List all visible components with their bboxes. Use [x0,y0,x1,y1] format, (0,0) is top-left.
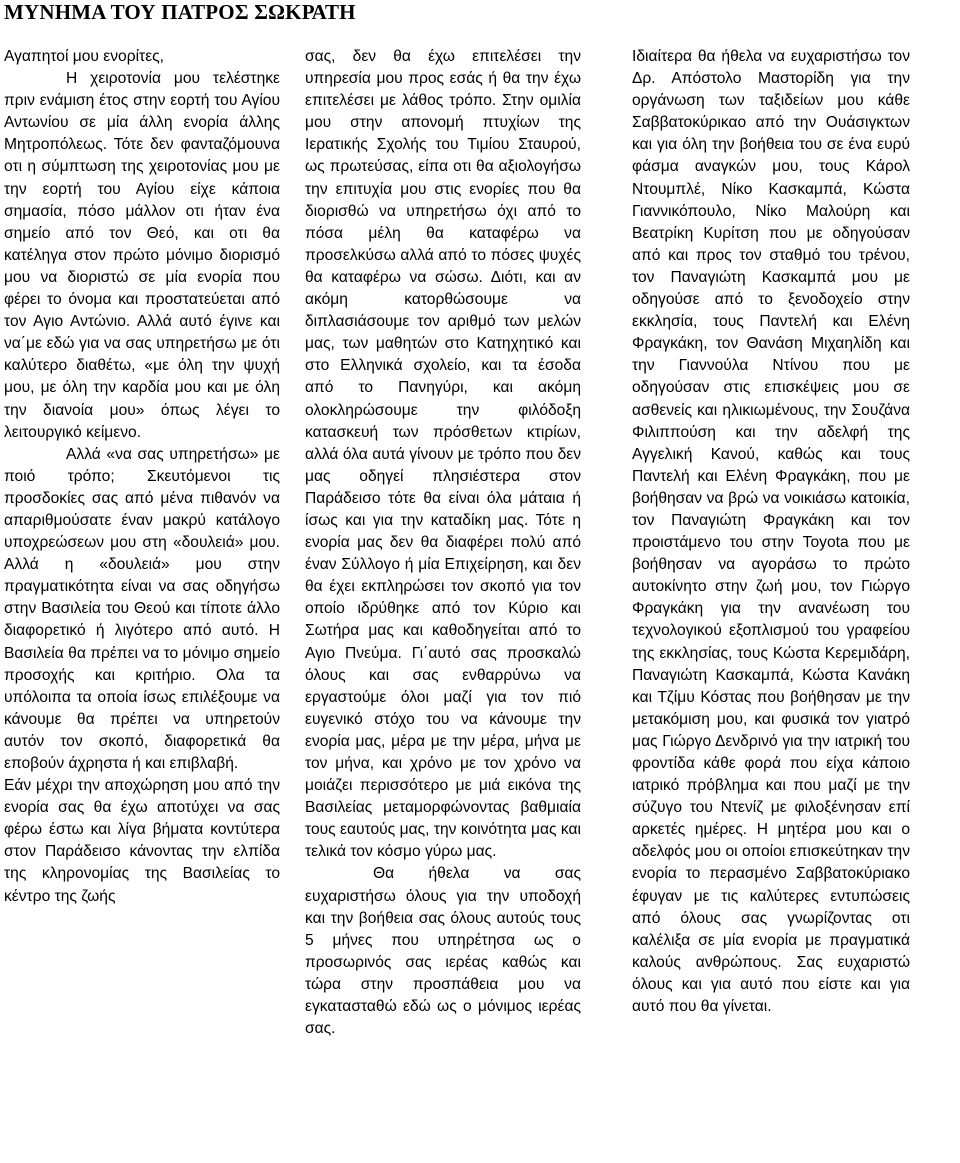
page-title: ΜΥΝΗΜΑ ΤΟΥ ΠΑΤΡΟΣ ΣΩΚΡΑΤΗ [4,0,356,24]
text-column-3 [632,46,910,1018]
paragraph-departure: Εάν μέχρι την αποχώρηση μου από την ενορία σας θα έχω αποτύχει να σας φέρω έστω και λίγα βήματα κοντύτερα στον Παράδεισο κάνοντας την ελπίδα της κληρονομίας της Βασιλείας το κέντρο της ζωής [4,777,280,905]
paragraph-acknowledgements: Ιδιαίτερα θα ήθελα να ευχαριστήσω τον Δρ. Απόστολο Μαστορίδη για την οργάνωση των ταξιδείων μου κάθε Σαββατοκύρικαο από την Ουάσιγκτων και για όλη την βοήθεια του σε ένα ευρύ φάσμα αναγκών μου, τους Κάρολ Ντουμπλέ, Νίκο Κασκαμπά, Κώστα Γιαννικόπουλο, Νίκο Μαλούρη και Βεατρίκη Κυρίτση που με οδηγούσαν από και προς τον σταθμό του τρένου, τον Παναγιώτη Κασκαμπά μου με οδηγούσε από το ξενοδοχείο στην εκκλησία, τους Παντελή και Ελένη Φραγκάκη, τον Θανάση Μιχαηλίδη και την Γιαννούλα Ντίνου που με οδηγούσαν στις επισκέψεις μου σε ασθενείς και ηλικιωμένους, την Σουζάνα Φιλιππούση και την αδελφή της Αγγελική Κανού, καθώς και τους Παντελή και Ελένη Φραγκάκη, που με βοήθησαν να βρώ να νοικιάσω κατοικία, τον Παναγιώτη Φραγκάκη και τον προιστάμενο του στην Toyota που με βοήθησαν να αγοράσω το πρώτο αυτοκίνητο στην ζωή μου, τον Γιώργο Φραγκάκη για την ανανέωση του τεχνολογικού εξοπλισμού του γραφείου της εκκλησίας, τους Κώστα Κερεμιδάρη, Παναγιώτη Κασκαμπά, Κώστα Κανάκη και Τζίμυ Κόστας που βοήθησαν με την μετακόμιση μου, και φυσικά τον γιατρό μας Γιώργο Δενδρινό για την ιατρική του φροντίδα κάθε φορά που είχα κάποιο ιατρικό πρόβλημα και που μαζί με την σύζυγο του Ντενίζ με φιλοξένησαν επί αρκετές ημέρες. Η μητέρα μου και ο αδελφός μου οι οποίοι επισκεύτηκαν την ενορία το περασμένο Σαββατοκύριακο έφυγαν με τις καλύτερες εντυπώσεις από όλους σας γνωρίζοντας οτι καλέλιξα σε μία ενορία με πραγματικά καλούς ανθρώπους. Σας ευχαριστώ όλους και για αυτό που είστε και για αυτό που θα γίνεται. [632,48,910,1016]
greeting: Αγαπητοί μου ενορίτες, [4,48,165,65]
text-column-2 [305,46,581,1040]
paragraph-thanks: Θα ήθελα να σας ευχαριστήσω όλους για την υποδοχή και την βοήθεια σας όλους αυτούς τους 5 μήνες που υπηρέτησα ως ο προσωρινός σας ιερέας καθώς και τώρα στην προσπάθεια μου να εγκατασταθώ εδώ ως ο μόνιμος ιερέας σας. [305,865,581,1038]
paragraph-kingdom: Αλλά «να σας υπηρετήσω» με ποιό τρόπο; Σκευτόμενοι τις προσδοκίες σας από μένα πιθανόν να απαριθμούσατε έναν μακρύ κατάλογο υποχρεώσεων μου στη «δουλειά» μου. Αλλά η «δουλειά» μου στην πραγματικότητα είναι να σας οδηγήσω στην Βασιλεία του Θεού και τίποτε άλλο διαφορετικό ή λιγότερο από αυτό. Η Βασιλεία θα πρέπει να το μόνιμο σημείο προσοχής και κριτήριο. Ολα τα υπόλοιπα τα οποία ίσως επιλέξουμε να κάνουμε θα πρέπει να υπηρετούν αυτόν τον σκοπό, διαφορετικά θα εποβούν άχρηστα ή και επιβλαβή. [4,445,280,772]
text-column-1 [4,46,280,908]
paragraph-ordination: Η χειροτονία μου τελέστηκε πριν ενάμιση έτος στην εορτή του Αγίου Αντωνίου σε μία άλλη ενορία άλλης Μητροπόλεως. Τότε δεν φανταζόμουνα οτι η σύμπτωση της χειροτονίας μου με την εορτή του Αγίου είχε κάποια σημασία, πόσο μάλλον οτι ήταν ένα σημείο από τον Θεό, και οτι θα κατέληγα στον πρώτο μόνιμο διορισμό μου να διοριστώ σε μία ενορία που φέρει το όνομα και προστατεύεται από τον Αγιο Αντώνιο. Αλλά αυτό έγινε και να΄με εδώ για να σας υπηρετήσω με ότι καλύτερο διαθέτω, «με όλη την ψυχή μου, με όλη την καρδία μου και με όλη την διανοία μου» όπως λέγει το λειτουργικό κείμενο. [4,70,280,441]
paragraph-mission: σας, δεν θα έχω επιτελέσει την υπηρεσία μου προς εσάς ή θα την έχω επιτελέσει με λάθος τρόπο. Στην ομιλία μου στην απονομή πτυχίων της Ιερατικής Σχολής του Τιμίου Σταυρού, ως πρωτεύσας, είπα οτι θα αξιολογήσω την επιτυχία μου στις ενορίες που θα διορισθώ να υπηρετήσω όχι από το πόσα μέλη θα καταφέρω να προσελκύσω αλλά από το πόσες ψυχές θα καταφέρω να σώσω. Διότι, και αν ακόμη κατορθώσουμε να διπλασιάσουμε τον αριθμό των μελών μας, των μαθητών στο Κατηχητικό και στο Ελληνικά σχολείο, και τα έσοδα από το Πανηγύρι, και ακόμη ολοκληρώσουμε την φιλόδοξη κατασκευή των πρόσθετων κτιρίων, αλλά όλα αυτά γίνουν με τρόπο που δεν μας οδηγεί πλησιέστερα στον Παράδεισο τότε θα είναι όλα μάταια ή ίσως και για την καταδίκη μας. Τότε η ενορία μας δεν θα διαφέρει πολύ από έναν Σύλλογο ή μία Επιχείρηση, και δεν θα έχει εκπληρώσει τον σκοπό για τον οποίο ιδρύθηκε από τον Κύριο και Σωτήρα μας και καθοδηγείται από το Αγιο Πνεύμα. Γι΄αυτό σας προσκαλώ όλους και σας ενθαρρύνω να εργαστούμε όλοι μαζί για τον πιό ευγενικό στόχο του να κάνουμε την ενορία μας, μέρα με την μέρα, μήνα με τον μήνα, και χρόνο με τον χρόνο να μοιάζει περισσότερο με μιά εικόνα της Βασιλείας μεταμορφώνοντας βαθμιαία τους εαυτούς μας, την κοινότητα μας και τελικά τον κόσμο γύρω μας. [305,48,581,861]
